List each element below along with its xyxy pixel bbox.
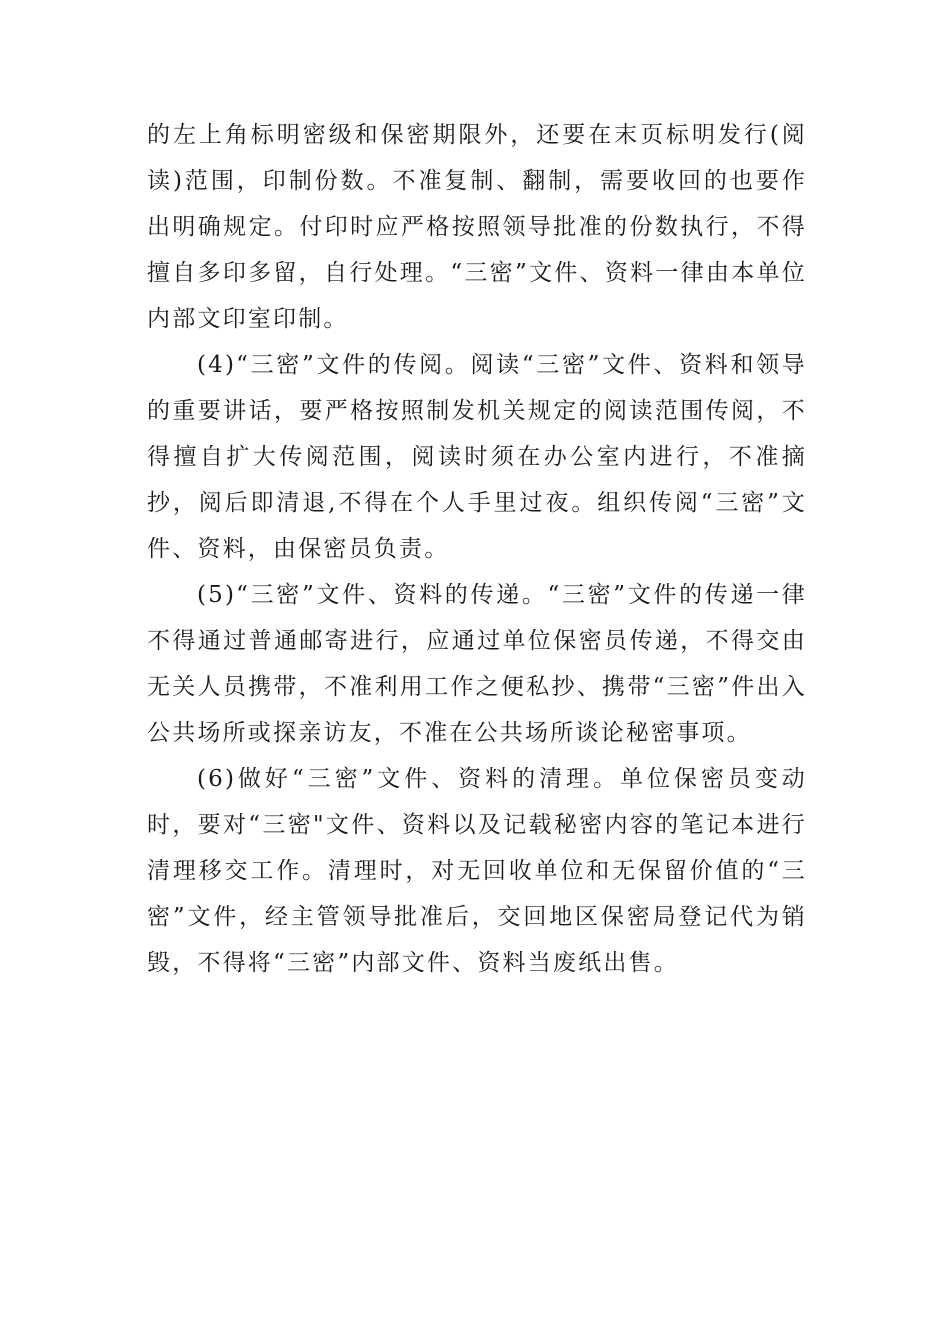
paragraph-item-5: (5)“三密”文件、资料的传递。“三密”文件的传递一律不得通过普通邮寄进行，应通过单位保密员传递，不得交由无关人员携带，不准利用工作之便私抄、携带“三密”件出入公共场所或探亲访友，不准在公共场所谈论秘密事项。 [147,582,807,746]
paragraph-item-6: (6)做好“三密”文件、资料的清理。单位保密员变动时，要对“三密"文件、资料以及记载秘密内容的笔记本进行清理移交工作。清理时，对无回收单位和无保留价值的“三密”文件，经主管领导批准后，交回地区保密局登记代为销毁，不得将“三密”内部文件、资料当废纸出售。 [147,766,807,976]
document-body [147,112,807,986]
paragraph-continued: 的左上角标明密级和保密期限外，还要在末页标明发行(阅读)范围，印制份数。不准复制、翻制，需要收回的也要作出明确规定。付印时应严格按照领导批准的份数执行，不得擅自多印多留，自行处理。“三密”文件、资料一律由本单位内部文印室印制。 [147,122,807,332]
paragraph-item-4: (4)“三密”文件的传阅。阅读“三密”文件、资料和领导的重要讲话，要严格按照制发机关规定的阅读范围传阅，不得擅自扩大传阅范围，阅读时须在办公室内进行，不准摘抄，阅后即清退,不得在个人手里过夜。组织传阅“三密”文件、资料，由保密员负责。 [147,352,807,562]
